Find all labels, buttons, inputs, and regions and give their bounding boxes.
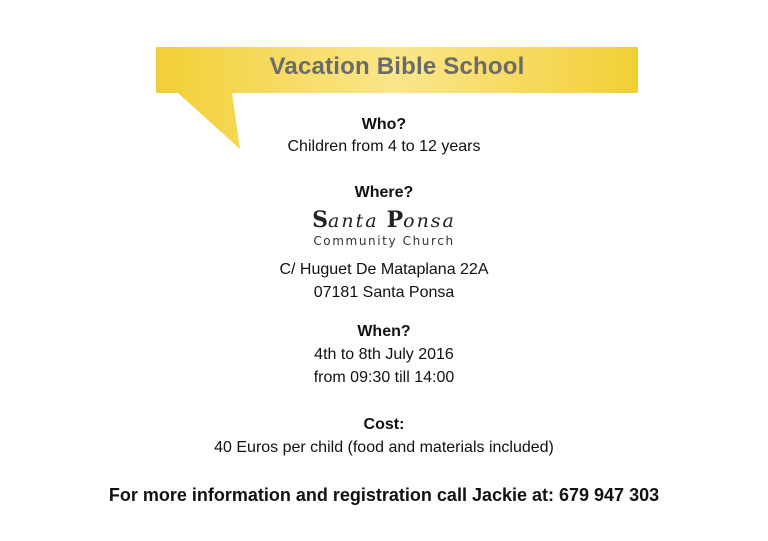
when-times: from 09:30 till 14:00 <box>313 369 455 386</box>
address-line-1: C/ Huguet De Mataplana 22A <box>279 261 489 278</box>
who-heading: Who? <box>361 116 407 133</box>
logo-subtitle: Community Church <box>313 234 455 248</box>
cost-text: 40 Euros per child (food and materials included) <box>214 439 554 456</box>
page-title: Vacation Bible School <box>269 53 525 80</box>
logo-p: P <box>386 207 404 233</box>
contact-footer: For more information and registration call Jackie at: 679 947 303 <box>108 485 660 505</box>
address-line-2: 07181 Santa Ponsa <box>313 284 455 301</box>
logo-anta: anta <box>328 210 379 232</box>
logo-onsa: onsa <box>403 210 456 232</box>
where-heading: Where? <box>354 184 414 201</box>
cost-heading: Cost: <box>363 416 405 433</box>
when-heading: When? <box>357 323 411 340</box>
church-logo <box>0 207 768 233</box>
when-dates: 4th to 8th July 2016 <box>314 346 454 363</box>
logo-s: S <box>312 207 328 233</box>
who-text: Children from 4 to 12 years <box>287 138 481 155</box>
